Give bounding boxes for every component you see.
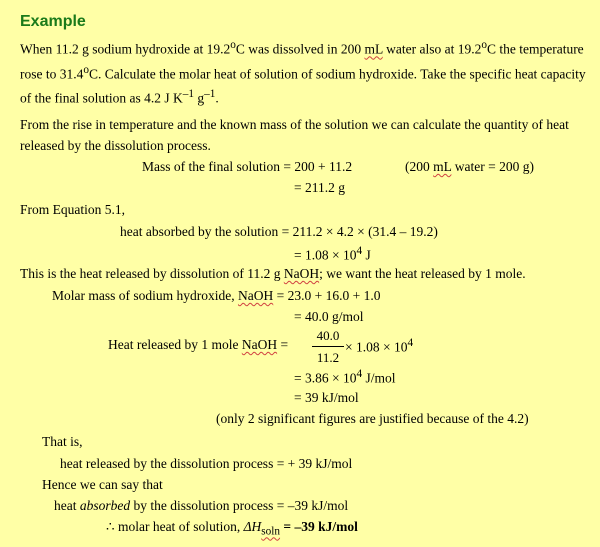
heat-line: heat absorbed by the solution = 211.2 × 4.2 × (31.4 – 19.2) — [120, 224, 438, 239]
per-mole-multiplier: × $1.08 \times 10^4$ — [345, 337, 414, 355]
final-answer: ∴ molar heat of solution, $\Delta H_{soln} = -39$ kJ/mol — [106, 519, 358, 538]
molar-mass-result: = 40.0 g/mol — [294, 309, 364, 324]
released-line: This is the heat released by dissolution of 11.2 g NaOH; we want the heat released by 1 mole. — [20, 266, 526, 281]
mass-result: = 211.2 g — [294, 180, 345, 195]
mass-line: Mass of the final solution = 200 + 11.2 — [142, 159, 353, 174]
from-equation: From Equation 5.1, — [20, 202, 125, 217]
released-final: heat released by the dissolution process = + 39 kJ/mol — [60, 456, 353, 471]
that-is: That is, — [42, 434, 83, 449]
fraction-denominator: 11.2 — [316, 350, 340, 365]
per-mole-label: Heat released by 1 mole NaOH = — [108, 337, 289, 352]
per-mole-result-1: = $3.86 \times 10^4$ J/mol — [294, 368, 396, 386]
fraction — [312, 327, 344, 366]
example-title: Example — [20, 13, 86, 30]
per-mole-result-2: = 39 kJ/mol — [294, 390, 359, 405]
fraction-bar — [312, 346, 344, 347]
heat-result: = $1.08 \times 10^4$ J — [294, 245, 371, 263]
absorbed-line: heat absorbed by the dissolution process = –39 kJ/mol — [54, 498, 349, 513]
molar-mass-line: Molar mass of sodium hydroxide, NaOH = 23.0 + 16.0 + 1.0 — [52, 288, 381, 303]
fraction-numerator: 40.0 — [316, 328, 340, 343]
intro-paragraph: From the rise in temperature and the known mass of the solution we can calculate the quantity of heat released by the dissolution process. — [20, 117, 569, 153]
hence: Hence we can say that — [42, 477, 163, 492]
significant-figures-note: (only 2 significant figures are justified because of the 4.2) — [216, 411, 529, 426]
mL-unit: mL — [364, 41, 383, 57]
problem-statement: When 11.2 g sodium hydroxide at 19.2$^o$C was dissolved in 200 mL water also at 19.2$^o$C the temperature rose to 31.4$^o$C. Calculate the molar heat of solution of sodium hydroxide. Take the specific heat capacity of the final solution as 4.2 J $K^{-1}$ $g^{-1}$. — [20, 39, 586, 106]
mass-note: (200 mL water = 200 g) — [405, 159, 534, 174]
